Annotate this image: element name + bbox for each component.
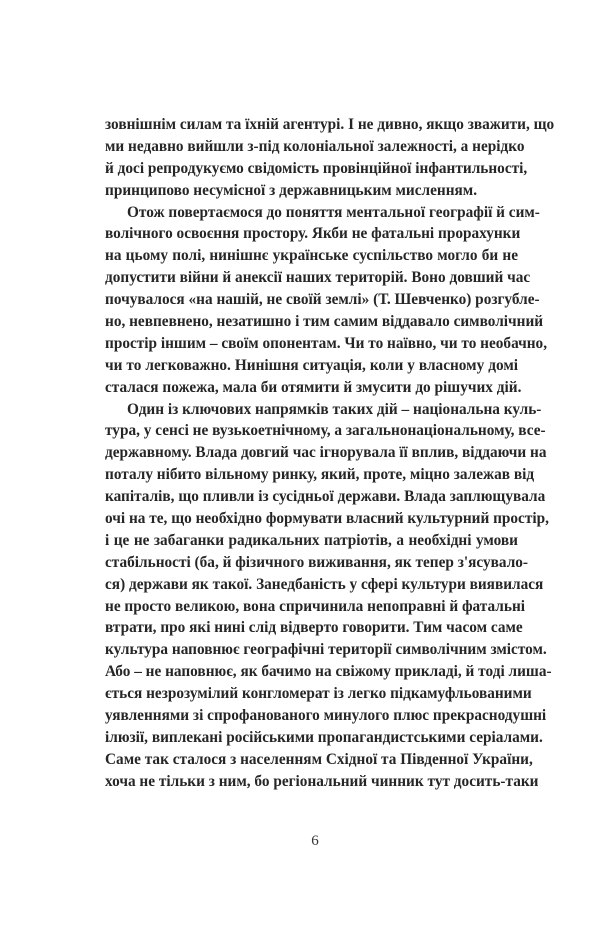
text-line: і це не забаганки радикальних патріотів, а необхідні умови (105, 531, 518, 549)
text-line: Один із ключових напрямків таких дій – національна куль- (127, 400, 542, 418)
text-line: Отож повертаємося до поняття ментальної географії й сим- (127, 203, 540, 221)
text-line: уявленнями зі спрофанованого минулого плюс прекраснодушні (105, 707, 547, 725)
text-line: принципово несумісної з державницьким мисленням. (105, 181, 478, 199)
text-line: Саме так сталося з населенням Східної та Південної України, (105, 750, 533, 768)
text-line: сталася пожежа, мала би отямити й змусити до рішучих дій. (105, 378, 522, 396)
text-line: стабільності (ба, й фізичного виживання, як тепер з'ясувало- (105, 553, 529, 571)
text-line: очі на те, що необхідно формувати власний культурний простір, (105, 510, 549, 528)
body-text (105, 114, 555, 793)
text-line: й досі репродукуємо свідомість провінційної інфантильності, (105, 159, 528, 177)
text-line: допустити війни й анексії наших територій. Воно довший час (105, 269, 531, 287)
text-line: тура, у сенсі не вузькоетнічному, а загальнонаціональному, все- (105, 422, 546, 440)
paragraph (105, 202, 548, 399)
paragraph (105, 114, 555, 202)
text-line: волічного освоєння простору. Якби не фатальні прорахунки (105, 225, 521, 243)
text-line: Або – не наповнює, як бачимо на свіжому прикладі, й тоді лиша- (105, 663, 552, 681)
text-line: ється незрозумілий конгломерат із легко підкамуфльованими (105, 685, 532, 703)
text-line: капіталів, що пливли із сусідньої держави. Влада заплющувала (105, 488, 546, 506)
text-line: на цьому полі, нинішнє українське суспільство могло би не (105, 247, 518, 265)
text-line: втрати, про які нині слід відверто говорити. Тим часом саме (105, 619, 523, 637)
text-line: но, невпевнено, незатишно і тим самим віддавало символічний (105, 313, 544, 331)
text-line: ми недавно вийшли з-під колоніальної залежності, а нерідко (105, 137, 525, 155)
text-line: хоча не тільки з ним, бо регіональний чинник тут досить-таки (105, 772, 539, 790)
text-line: ілюзії, виплекані російськими пропагандистськими серіалами. (105, 728, 543, 746)
text-line: державному. Влада довгий час ігнорувала її вплив, віддаючи на (105, 444, 547, 462)
text-line: не просто великою, вона спричинила непоправні й фатальні (105, 597, 526, 615)
text-line: культура наповнює географічні території символічним змістом. (105, 641, 547, 659)
text-line: зовнішнім силам та їхній агентурі. І не дивно, якщо зважити, що (105, 116, 555, 133)
text-line: чи то легковажно. Нинішня ситуація, коли у власному домі (105, 356, 518, 374)
text-line: ся) держави як такої. Занедбаність у сфері культури виявилася (105, 575, 544, 593)
paragraph (105, 399, 552, 793)
text-line: почувалося «на нашій, не своїй землі» (Т. Шевченко) розгубле- (105, 291, 540, 309)
text-line: простір іншим – своїм опонентам. Чи то наївно, чи то необачно, (105, 334, 548, 352)
text-line: поталу нібито вільному ринку, який, проте, міцно залежав від (105, 466, 535, 484)
page-number: 6 (311, 833, 319, 849)
